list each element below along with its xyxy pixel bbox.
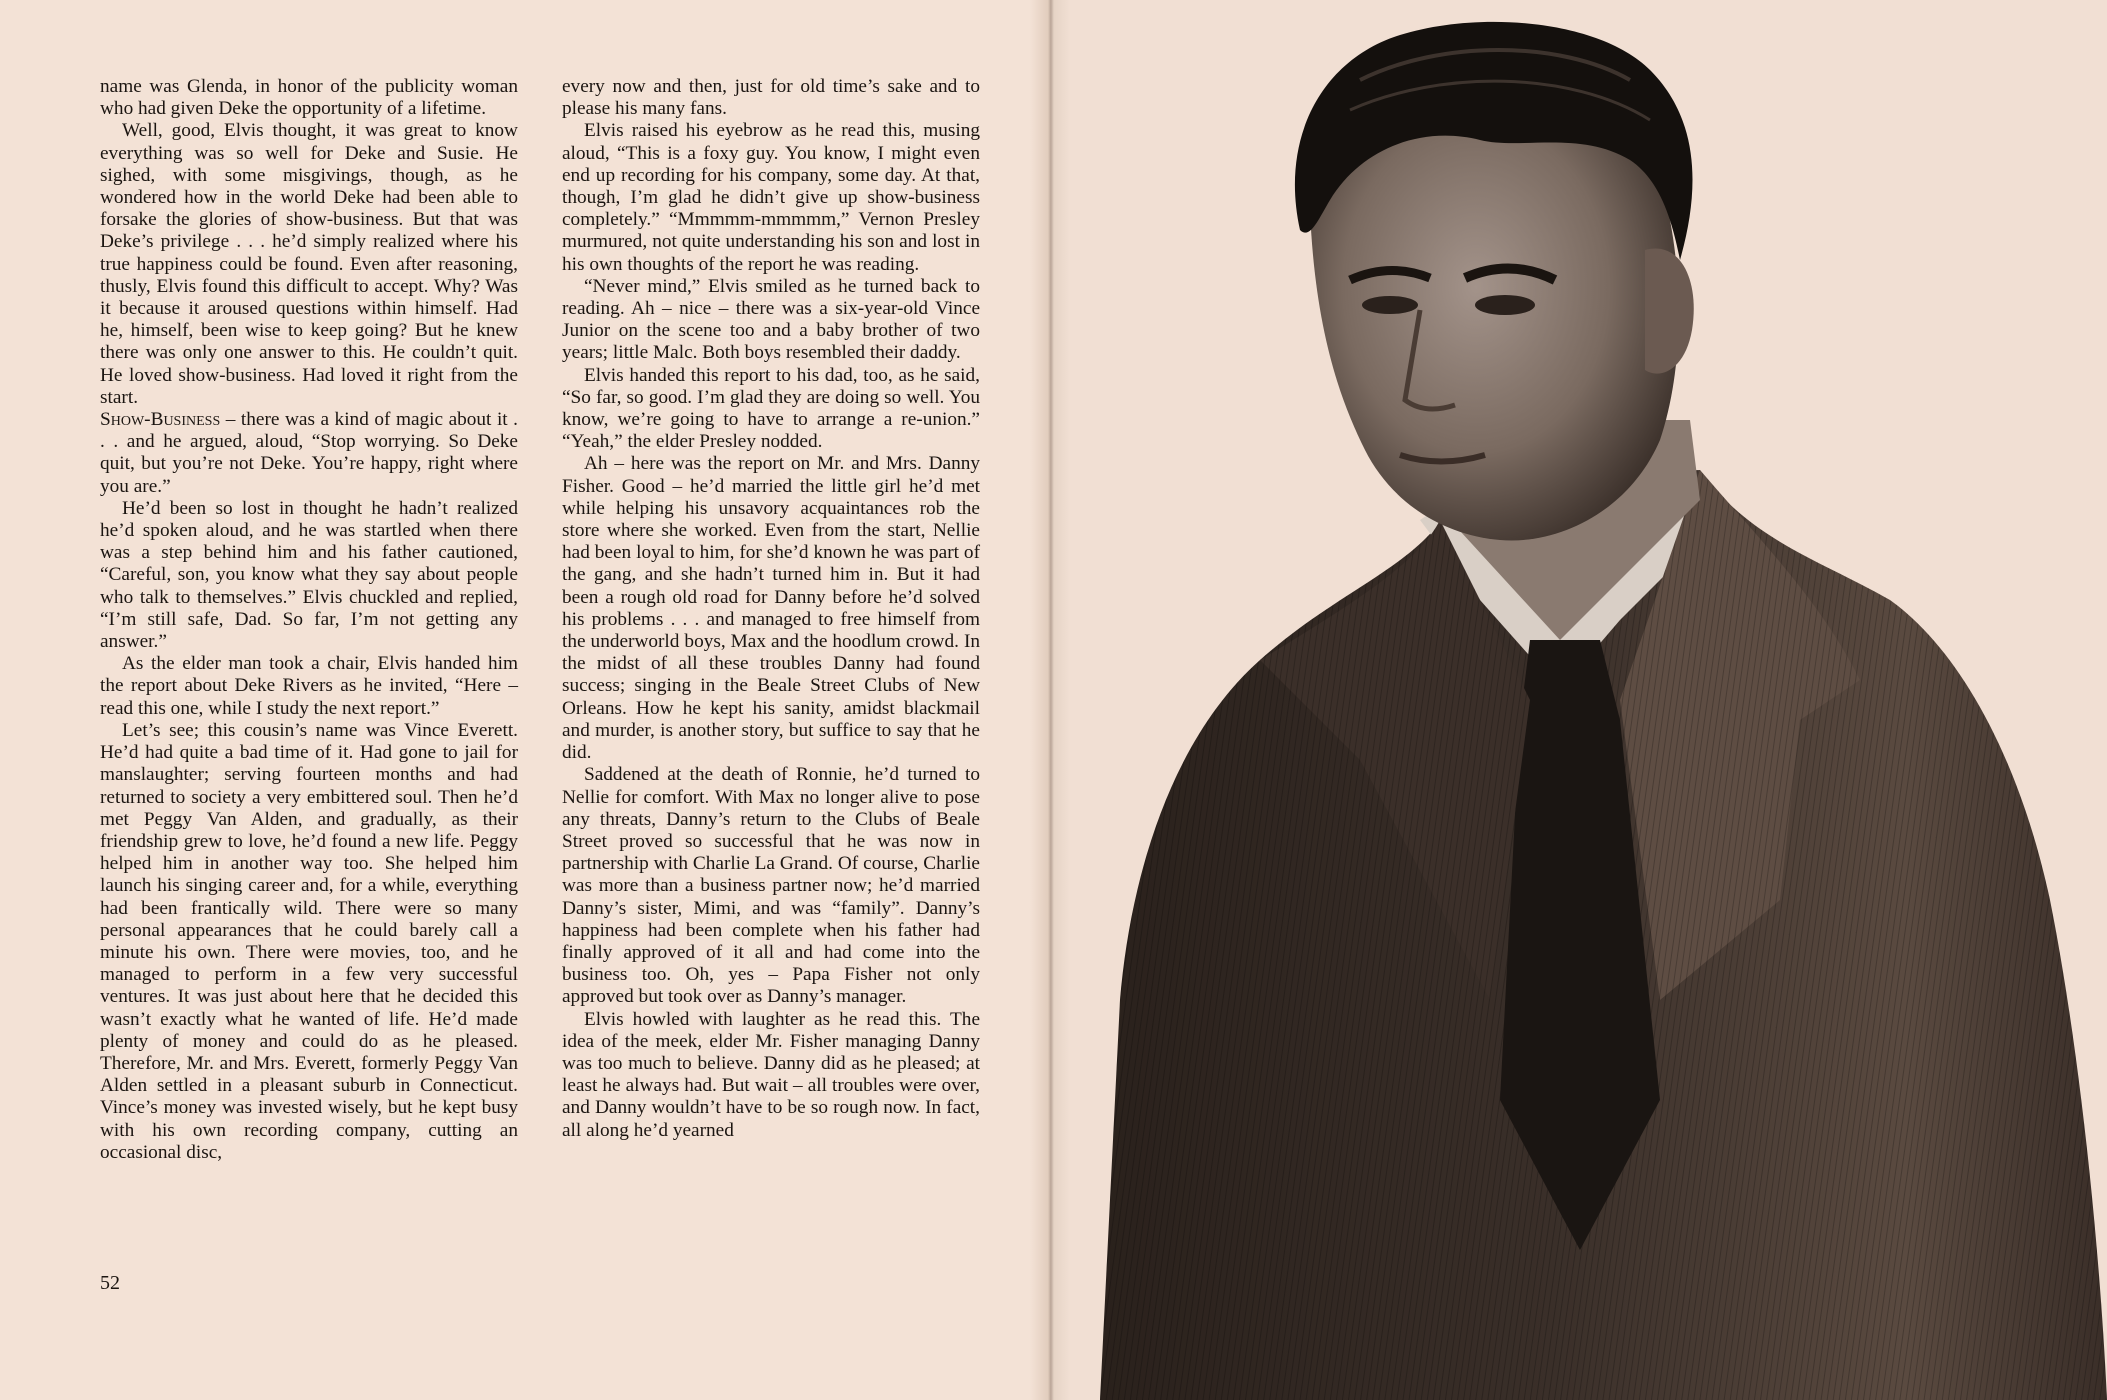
paragraph: He’d been so lost in thought he hadn’t realized he’d spoken aloud, and he was startled when there was a step behind him and his father cautioned, “Careful, son, you know what they say about people who talk to themselves.” Elvis chuckled and replied, “I’m still safe, Dad. So far, I’m not getting any answer.” bbox=[100, 497, 518, 653]
left-page bbox=[0, 0, 1045, 1400]
right-eye bbox=[1475, 295, 1535, 315]
paragraph: As the elder man took a chair, Elvis handed him the report about Deke Rivers as he invited, “Here – read this one, while I study the next report.” bbox=[100, 653, 518, 719]
text-column-right bbox=[562, 76, 980, 1142]
paragraph: “Never mind,” Elvis smiled as he turned back to reading. Ah – nice – there was a six-year-old Vince Junior on the scene too and a baby brother of two years; little Malc. Both boys resembled their daddy. bbox=[562, 275, 980, 364]
text-column-left bbox=[100, 76, 518, 1164]
paragraph-continuation: – there was a kind of magic about it . . . and he argued, aloud, “Stop worrying. So Deke quit, but you’re not Deke. You’re happy, right where you are.” bbox=[100, 409, 518, 497]
paragraph: every now and then, just for old time’s sake and to please his many fans. bbox=[562, 76, 980, 120]
small-caps-phrase: Show-Business bbox=[100, 409, 221, 431]
paragraph: name was Glenda, in honor of the publicity woman who had given Deke the opportunity of a lifetime. bbox=[100, 76, 518, 120]
ear bbox=[1645, 248, 1694, 373]
portrait-illustration bbox=[1060, 0, 2107, 1400]
paragraph: Elvis handed this report to his dad, too, as he said, “So far, so good. I’m glad they are doing so well. You know, we’re going to have to arrange a re-union.” “Yeah,” the elder Presley nodded. bbox=[562, 364, 980, 453]
paragraph: Elvis howled with laughter as he read this. The idea of the meek, elder Mr. Fisher managing Danny was too much to believe. Danny did as he pleased; at least he always had. But wait – all troubles were over, and Danny wouldn’t have to be so rough now. In fact, all along he’d yearned bbox=[562, 1008, 980, 1141]
portrait-photo bbox=[1060, 0, 2107, 1400]
paragraph: Ah – here was the report on Mr. and Mrs. Danny Fisher. Good – he’d married the little girl he’d met while helping his unsavory acquaintances rob the store where she worked. Even from the start, Nellie had been loyal to him, for she’d known he was part of the gang, and she hadn’t turned him in. But it had been a rough old road for Danny before he’d solved his problems . . . and managed to free himself from the underworld boys, Max and the hoodlum crowd. In the midst of all these troubles Danny had found success; singing in the Beale Street Clubs of New Orleans. How he kept his sanity, amidst blackmail and murder, is another story, but suffice to say that he did. bbox=[562, 453, 980, 764]
paragraph: Well, good, Elvis thought, it was great to know everything was so well for Deke and Susie. He sighed, with some misgivings, though, as he wondered how in the world Deke had been able to forsake the glories of show-business. But that was Deke’s privilege . . . he’d simply realized where his true happiness could be found. Even after reasoning, thusly, Elvis found this difficult to accept. Why? Was it because it aroused questions within himself. Had he, himself, been wise to keep going? But he knew there was only one answer to this. He couldn’t quit. He loved show-business. Had loved it right from the start. bbox=[100, 120, 518, 408]
left-eye bbox=[1362, 296, 1418, 314]
page-number: 52 bbox=[100, 1272, 120, 1294]
paragraph: Elvis raised his eyebrow as he read this, musing aloud, “This is a foxy guy. You know, I might even end up recording for his company, some day. At that, though, I’m glad he didn’t give up show-business completely.” “Mmmmm-mmmmm,” Vernon Presley murmured, not quite understanding his son and lost in his own thoughts of the report he was reading. bbox=[562, 120, 980, 275]
paragraph: Saddened at the death of Ronnie, he’d turned to Nellie for comfort. With Max no longer alive to pose any threats, Danny’s return to the Clubs of Beale Street proved so successful that he was now in partnership with Charlie La Grand. Of course, Charlie was more than a business partner now; he’d married Danny’s sister, Mimi, and was “family”. Danny’s happiness had been complete when his father had finally approved of it all and had come into the business too. Oh, yes – Papa Fisher not only approved but took over as Danny’s manager. bbox=[562, 764, 980, 1008]
paragraph: Let’s see; this cousin’s name was Vince Everett. He’d had quite a bad time of it. Had gone to jail for manslaughter; serving fourteen months and had returned to society a very embittered soul. Then he’d met Peggy Van Alden, and gradually, as their friendship grew to love, he’d found a new life. Peggy helped him in another way too. She helped him launch his singing career and, for a while, everything had been frantically wild. There were so many personal appearances that he could barely call a minute his own. There were movies, too, and he managed to perform in a few very successful ventures. It was just about here that he decided this wasn’t exactly what he wanted of life. He’d made plenty of money and could do as he pleased. Therefore, Mr. and Mrs. Everett, formerly Peggy Van Alden settled in a pleasant suburb in Connecticut. Vince’s money was invested wisely, but he kept busy with his own recording company, cutting an occasional disc, bbox=[100, 719, 518, 1163]
paragraph bbox=[100, 409, 518, 498]
